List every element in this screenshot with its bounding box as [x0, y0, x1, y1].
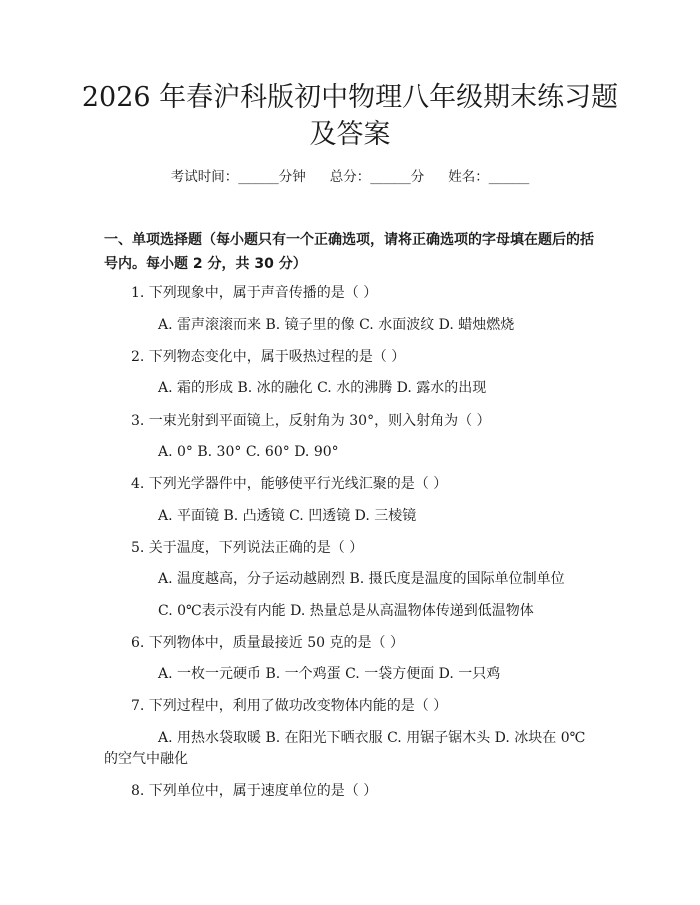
question-stem: 6. 下列物体中，质量最接近 50 克的是（ ） [131, 635, 404, 651]
page-title-line1: 2026 年春沪科版初中物理八年级期末练习题 [81, 82, 619, 113]
question-options: C. 0℃表示没有内能 D. 热量总是从高温物体传递到低温物体 [158, 603, 534, 619]
question-options: A. 0° B. 30° C. 60° D. 90° [158, 444, 339, 460]
question-options: A. 平面镜 B. 凸透镜 C. 凹透镜 D. 三棱镜 [158, 508, 417, 524]
question-options: A. 用热水袋取暖 B. 在阳光下晒衣服 C. 用锯子锯木头 D. 冰块在 0℃ [158, 730, 586, 746]
question-stem: 8. 下列单位中，属于速度单位的是（ ） [131, 783, 378, 799]
exam-time-field: 考试时间：______分钟 [170, 169, 306, 185]
question-stem: 2. 下列物态变化中，属于吸热过程的是（ ） [131, 349, 406, 365]
student-name-field: 姓名：______ [448, 169, 530, 185]
question-options-wrap: 的空气中融化 [104, 751, 188, 767]
question-options: A. 霜的形成 B. 冰的融化 C. 水的沸腾 D. 露水的出现 [158, 380, 487, 396]
question-options: A. 温度越高，分子运动越剧烈 B. 摄氏度是温度的国际单位制单位 [158, 571, 565, 587]
section-heading: 一、单项选择题（每小题只有一个正确选项，请将正确选项的字母填在题后的括号内。每小题 2 分，共 30 分） [104, 232, 594, 272]
page-title-line2: 及答案 [309, 119, 391, 150]
exam-meta [0, 167, 700, 187]
question-options: A. 雷声滚滚而来 B. 镜子里的像 C. 水面波纹 D. 蜡烛燃烧 [158, 317, 515, 333]
question-stem: 3. 一束光射到平面镜上，反射角为 30°，则入射角为（ ） [131, 413, 491, 429]
question-stem: 5. 关于温度，下列说法正确的是（ ） [131, 540, 364, 556]
question-stem: 4. 下列光学器件中，能够使平行光线汇聚的是（ ） [131, 476, 448, 492]
total-score-field: 总分：______分 [329, 169, 425, 185]
question-stem: 7. 下列过程中，利用了做功改变物体内能的是（ ） [131, 698, 448, 714]
question-stem: 1. 下列现象中，属于声音传播的是（ ） [131, 285, 378, 301]
question-options: A. 一枚一元硬币 B. 一个鸡蛋 C. 一袋方便面 D. 一只鸡 [158, 666, 501, 682]
